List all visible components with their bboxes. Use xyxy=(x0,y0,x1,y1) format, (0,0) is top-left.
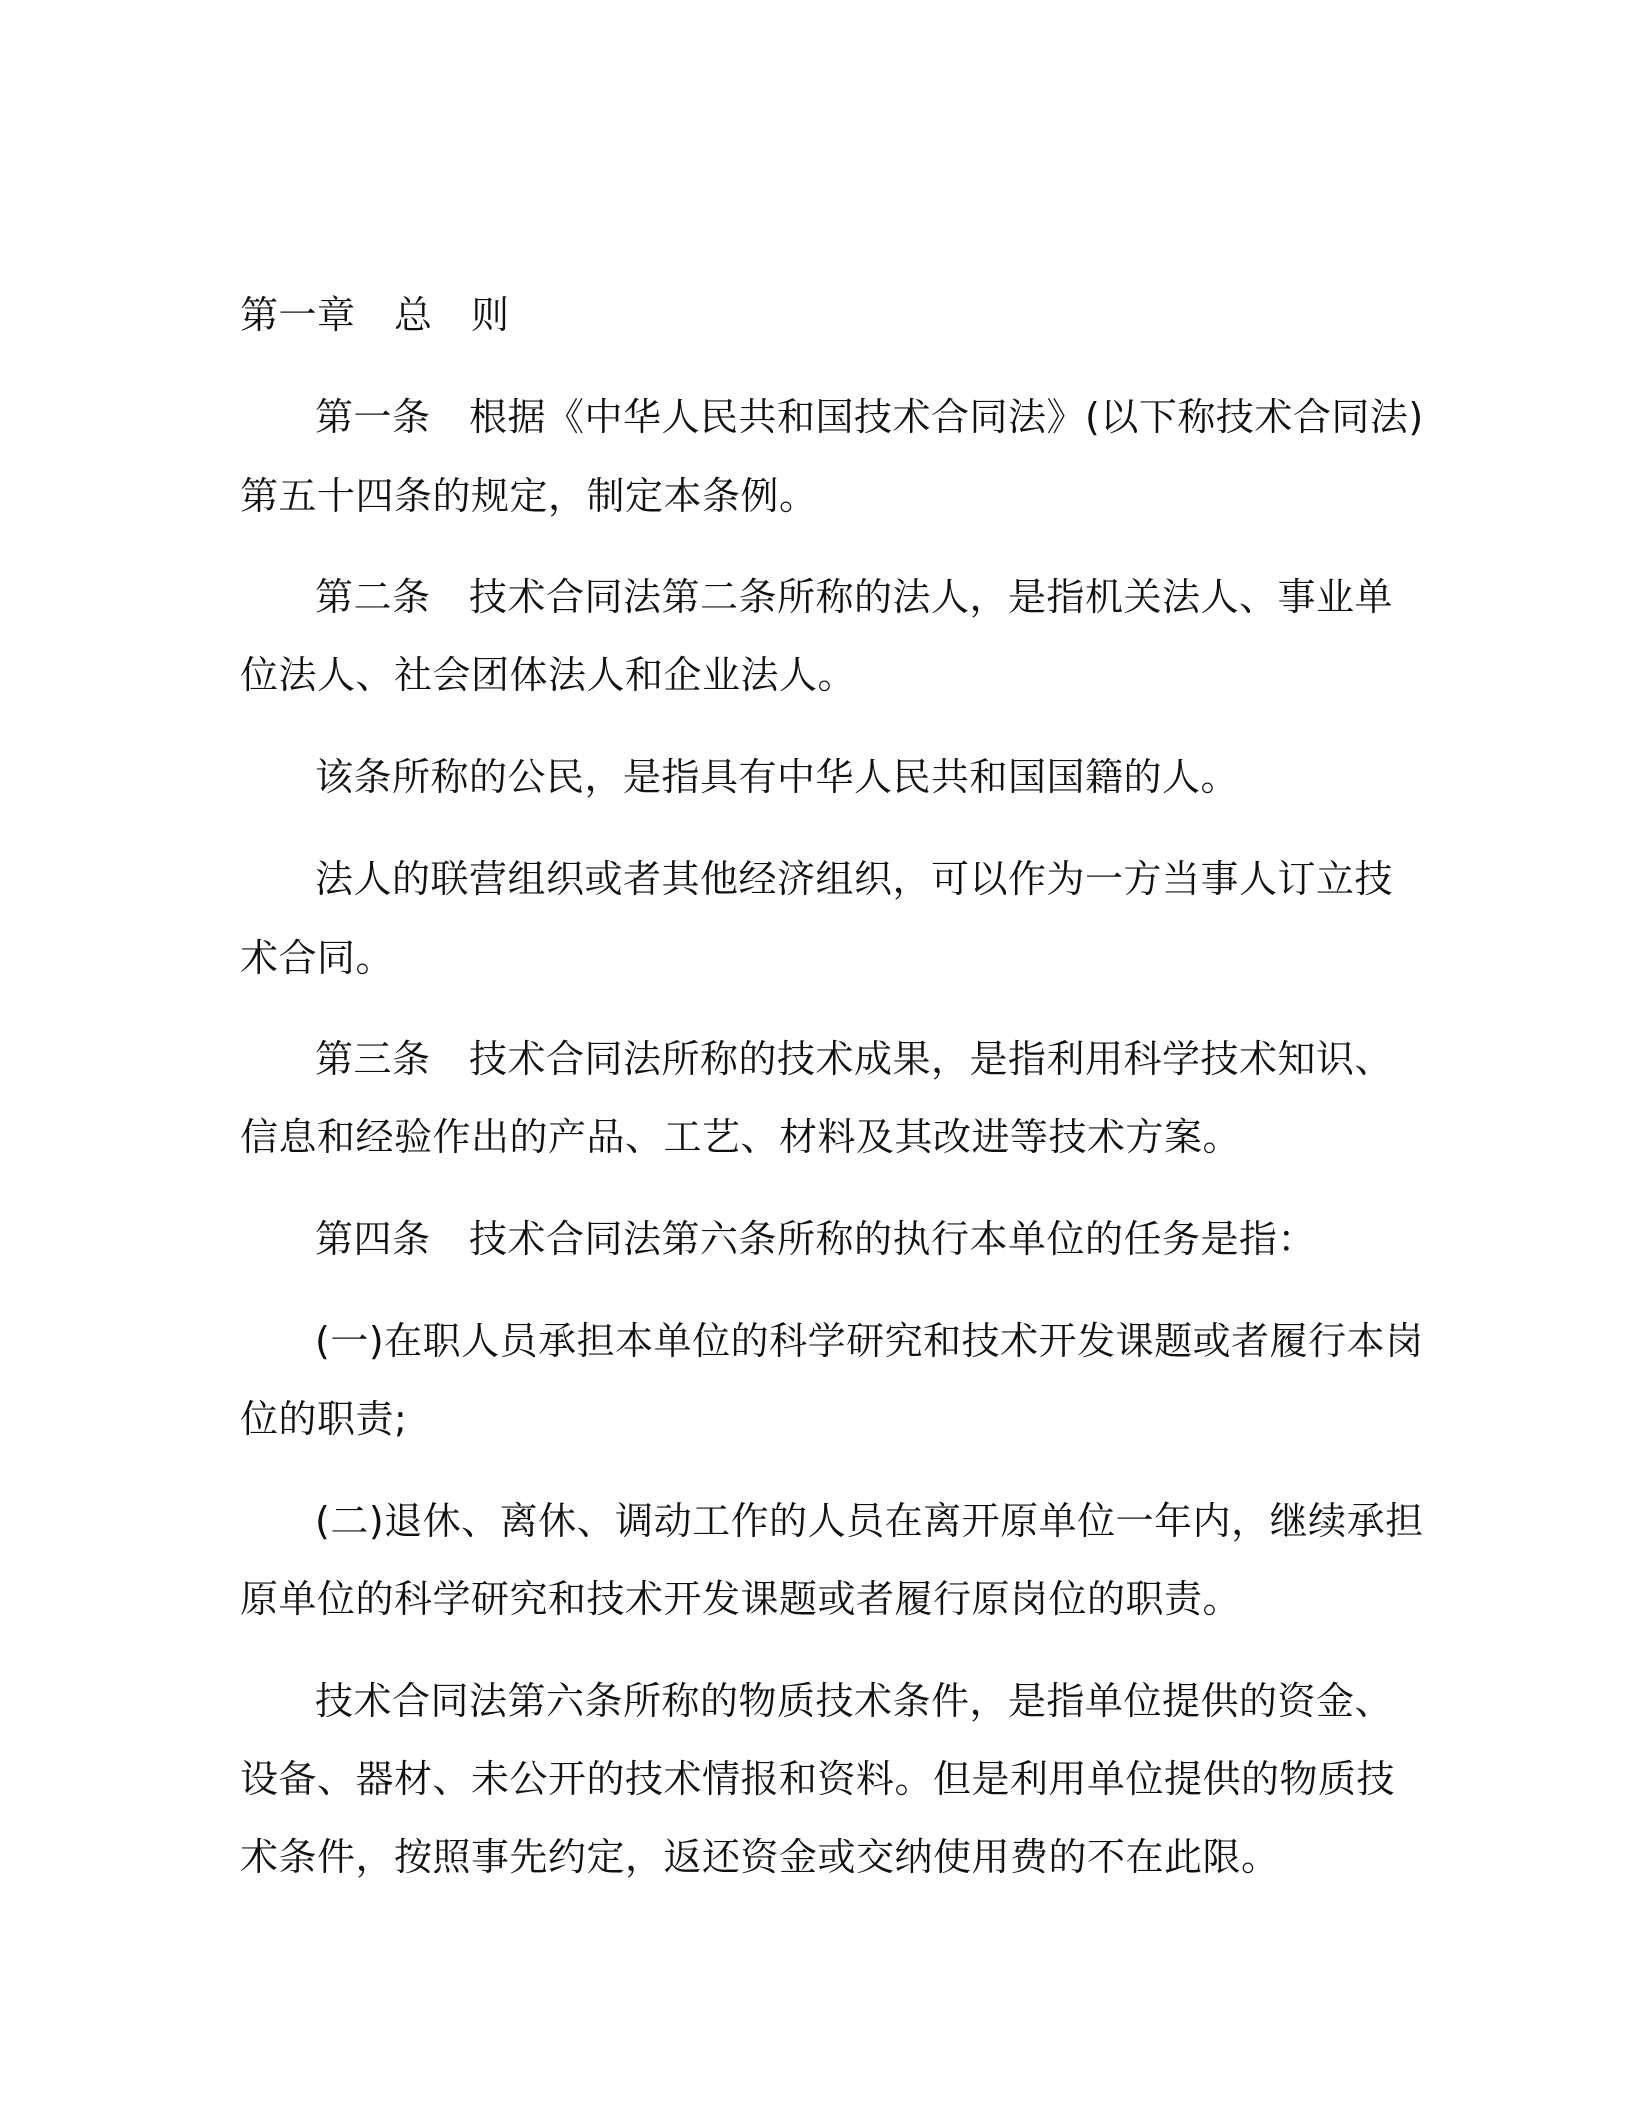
article-3-line-1: 第三条 技术合同法所称的技术成果，是指利用科学技术知识、 xyxy=(315,1037,1394,1081)
article-3-line-2: 信息和经验作出的产品、工艺、材料及其改进等技术方案。 xyxy=(240,1115,1242,1159)
article-1-line-2: 第五十四条的规定，制定本条例。 xyxy=(240,474,818,518)
paragraph-material-line-1: 技术合同法第六条所称的物质技术条件，是指单位提供的资金、 xyxy=(315,1679,1394,1723)
article-2-line-2: 位法人、社会团体法人和企业法人。 xyxy=(240,653,857,697)
article-1-line-1: 第一条 根据《中华人民共和国技术合同法》(以下称技术合同法) xyxy=(315,395,1424,439)
paragraph-joint-org-line-2: 术合同。 xyxy=(240,936,395,980)
item-1-line-2: 位的职责; xyxy=(240,1397,408,1441)
paragraph-material-line-3: 术条件，按照事先约定，返还资金或交纳使用费的不在此限。 xyxy=(240,1835,1280,1879)
item-1-line-1: (一)在职人员承担本单位的科学研究和技术开发课题或者履行本岗 xyxy=(315,1319,1424,1363)
article-2-line-1: 第二条 技术合同法第二条所称的法人，是指机关法人、事业单 xyxy=(315,575,1394,619)
paragraph-material-line-2: 设备、器材、未公开的技术情报和资料。但是利用单位提供的物质技 xyxy=(240,1757,1396,1801)
article-4-line-1: 第四条 技术合同法第六条所称的执行本单位的任务是指： xyxy=(315,1217,1317,1261)
paragraph-citizen: 该条所称的公民，是指具有中华人民共和国国籍的人。 xyxy=(315,755,1240,799)
paragraph-joint-org-line-1: 法人的联营组织或者其他经济组织，可以作为一方当事人订立技 xyxy=(315,857,1394,901)
item-2-line-2: 原单位的科学研究和技术开发课题或者履行原岗位的职责。 xyxy=(240,1577,1242,1621)
chapter-title: 第一章 总 则 xyxy=(240,293,510,337)
item-2-line-1: (二)退休、离休、调动工作的人员在离开原单位一年内，继续承担 xyxy=(315,1499,1424,1543)
